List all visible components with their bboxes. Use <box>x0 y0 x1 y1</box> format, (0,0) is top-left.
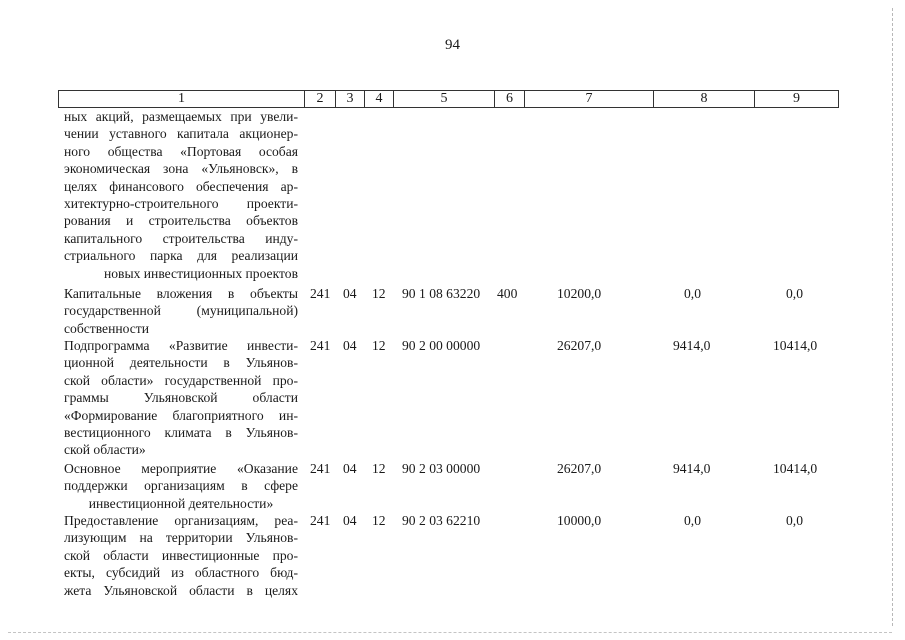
table-row-3-description <box>64 460 298 512</box>
row-4-col-2: 241 <box>310 513 331 528</box>
row-2-col-3: 04 <box>343 338 357 353</box>
text-line: новых инвестиционных проектов <box>103 265 298 281</box>
text-line: капитального строительства инду- <box>64 230 298 246</box>
text-line: экономическая зона «Ульяновск», в <box>64 161 298 177</box>
row-1-col-4: 12 <box>372 286 386 301</box>
text-line: Капитальные вложения в объекты <box>64 286 298 301</box>
row-4-col-4: 12 <box>372 513 386 528</box>
text-line: екты, субсидий из областного бюд- <box>64 565 298 581</box>
page-border-right <box>892 8 893 626</box>
table-row-2-description <box>64 337 298 459</box>
row-1-col-8: 0,0 <box>684 286 701 301</box>
row-3-col-4: 12 <box>372 461 386 476</box>
row-2-col-2: 241 <box>310 338 331 353</box>
text-line: Основное мероприятие «Оказание <box>64 461 298 476</box>
text-line: целях финансового обеспечения ар- <box>64 178 298 194</box>
text-line: лизующим на территории Ульянов- <box>64 530 298 546</box>
row-3-col-2: 241 <box>310 461 331 476</box>
header-col-1: 1 <box>59 91 305 107</box>
header-col-9: 9 <box>793 91 800 106</box>
page-number: 94 <box>445 37 460 53</box>
row-1-col-9: 0,0 <box>786 286 803 301</box>
row-2-col-8: 9414,0 <box>673 338 711 353</box>
header-col-8: 8 <box>654 91 755 107</box>
row-3-col-5: 90 2 03 00000 <box>402 461 481 476</box>
row-2-col-4: 12 <box>372 338 386 353</box>
text-line: ской области» государственной про- <box>64 372 298 388</box>
text-line: Предоставление организациям, реа- <box>64 513 298 528</box>
row-1-col-2: 241 <box>310 286 331 301</box>
header-col-7: 7 <box>525 91 654 107</box>
text-line: стриального парка для реализации <box>64 248 298 264</box>
text-line: хитектурно-строительного проекти- <box>64 196 298 212</box>
table-header <box>58 90 839 108</box>
row-4-col-5: 90 2 03 62210 <box>402 513 481 528</box>
text-line: ской области» <box>64 442 146 458</box>
text-line: ных акций, размещаемых при увели- <box>64 109 298 124</box>
row-4-col-3: 04 <box>343 513 357 528</box>
table-row-1-description <box>64 285 298 337</box>
header-col-6: 6 <box>495 91 525 107</box>
header-col-3: 3 <box>336 91 365 107</box>
row-1-col-6: 400 <box>497 286 518 301</box>
row-4-col-8: 0,0 <box>684 513 701 528</box>
row-2-col-9: 10414,0 <box>773 338 818 353</box>
text-line: поддержки организациям в сфере <box>64 478 298 494</box>
table-row-4-description <box>64 512 298 599</box>
text-line: вестиционного климата в Ульянов- <box>64 425 298 441</box>
row-2-col-7: 26207,0 <box>557 338 602 353</box>
text-line: граммы Ульяновской области <box>64 390 298 406</box>
row-3-col-8: 9414,0 <box>673 461 711 476</box>
table-row-0-description <box>64 108 298 282</box>
row-3-col-9: 10414,0 <box>773 461 818 476</box>
text-line: «Формирование благоприятного ин- <box>64 407 298 423</box>
text-line: собственности <box>64 320 150 336</box>
text-line: ционной деятельности в Ульянов- <box>64 355 298 371</box>
header-col-5: 5 <box>394 91 495 107</box>
text-line: ного общества «Портовая особая <box>64 143 298 159</box>
text-line: государственной (муниципальной) <box>64 303 298 319</box>
text-line: жета Ульяновской области в целях <box>64 582 298 598</box>
page-border-bottom <box>8 632 892 633</box>
row-4-col-9: 0,0 <box>786 513 803 528</box>
row-1-col-5: 90 1 08 63220 <box>402 286 481 301</box>
header-col-4: 4 <box>365 91 394 107</box>
text-line: инвестиционной деятельности» <box>88 495 274 511</box>
row-4-col-7: 10000,0 <box>557 513 602 528</box>
text-line: Подпрограмма «Развитие инвести- <box>64 338 298 353</box>
row-1-col-3: 04 <box>343 286 357 301</box>
header-col-2: 2 <box>305 91 336 107</box>
row-3-col-7: 26207,0 <box>557 461 602 476</box>
row-1-col-7: 10200,0 <box>557 286 602 301</box>
row-2-col-5: 90 2 00 00000 <box>402 338 481 353</box>
text-line: ской области инвестиционные про- <box>64 547 298 563</box>
text-line: чении уставного капитала акционер- <box>64 126 298 142</box>
text-line: рования и строительства объектов <box>64 213 298 229</box>
row-3-col-3: 04 <box>343 461 357 476</box>
